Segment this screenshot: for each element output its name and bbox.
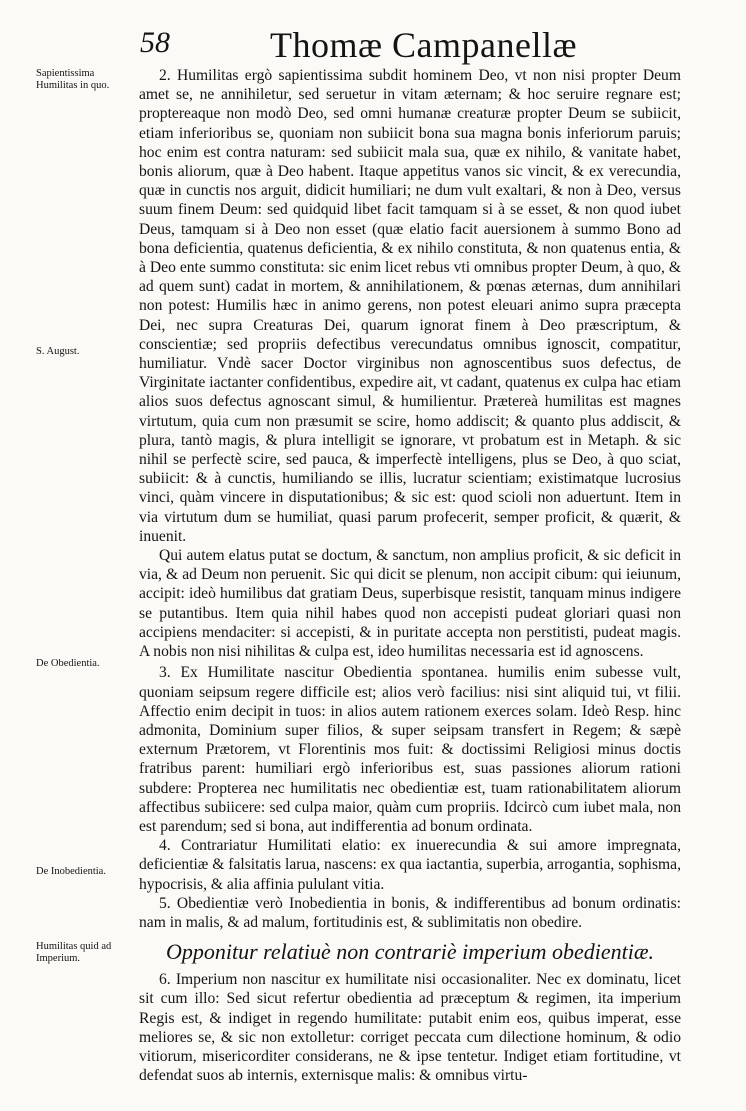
page-number: 58 — [140, 26, 170, 59]
paragraph: Qui autem elatus putat se doctum, & sanctum, non amplius proficit, & sic deficit in via, & ad Deum non peruenit. Sic qui dicit se plenum, non accipit cibum: qui ieiunum, accipit: ideò humilibus dat gratiam Deus, superbisque resistit, tanquam minus indigere se putantibus. Item quia nihil habes quod non accepisti pudeat gloriari quasi non accipiens mendaciter: si accepisti, & in puritate accepta non perstitisti, pudeat magis. A nobis non nisi nihilitas & culpa est, ideo humilitas necessaria est id agnoscens. — [139, 547, 681, 661]
margin-note: S. August. — [36, 346, 80, 357]
paragraph: 2. Humilitas ergò sapientissima subdit hominem Deo, vt non nisi propter Deum amet se, ne annihiletur, sed seruetur in vitam æternam; & hoc seruire regnare est; proptereaque non modò Deo, sed omni humanæ creaturæ propter Deum se subiicit, etiam inferioribus se, quoniam non subiicit bona sua magna bonis inferiorum paruis; hoc enim est contra naturam: sed subiicit mala sua, quæ ex nihilo, & vanitate habet, bonis aliorum, quæ à Deo habent. Itaque appetitus vanos sic vincit, & ex verecundia, quæ in cunctis nos arguit, didicit humiliari; ne dum vult exaltari, & non à Deo, versus suum finem Deum: sed quidquid libet facit tamquam si à se esset, & non quod iubet Deus, tamquam si à Deo non esset (quæ elatio facit auersionem à summo Bono ad bona deficientia, quatenus deficientia, & ex nihilo constituta, & non quatenus entia, & à Deo ente summo constituta: sic enim licet rebus vti omnibus propter Deum, à quo, & ad quem sunt) cadat in mortem, & annihilationem, & pœnas æternas, dum annihilari non potest: Humilis hæc in animo gerens, non potest eleuari animo supra præcepta Dei, nec supra Creaturas Dei, quarum ignorat finem à Deo præscriptum, & conscientiæ; sed propriis defectibus verecundatus omnibus ignoscit, compatitur, humiliatur. Vndè sacer Doctor virginibus non agnoscentibus suos defectus, de Virginitate iactanter confidentibus, expedire ait, vt cadant, quatenus ex culpa hac etiam alios suos defectus agnoscant simul, & humilientur. Prætereà humilitas est magnes virtutum, quia cum non præsumit se scire, homo addiscit; & quanto plus addiscit, & plura, tantò magis, & plura intelligit se ignorare, vt probatum est in Metaph. & sic nihil se perfectè scire, sed pauca, & imperfectè intelligens, plus se Deo, à quo sciat, subiicit: & à cunctis, humiliando se illis, lucratur scientiam; existimatque lucrosius vinci, quàm vincere in disputationibus; & sic est: quod scioli non aduertunt. Item in via virtutum dum se humiliat, quasi parum profecerit, semper proficit, & quærit, & inuenit. — [139, 67, 681, 545]
section-heading: Opponitur relatiuè non contrariè imperium obedientiæ. — [165, 939, 655, 965]
paragraph: 5. Obedientiæ verò Inobedientia in bonis, & indifferentibus ad bonum ordinatis: nam in malis, & ad malum, fortitudinis est, & sublimitatis non obedire. — [139, 894, 681, 931]
body-text — [139, 66, 681, 1085]
margin-note: Humilitas quid ad Imperium. — [36, 941, 112, 964]
running-title: Thomæ Campanellæ — [270, 25, 577, 65]
paragraph: 4. Contrariatur Humilitati elatio: ex inuerecundia & sui amore impregnata, deficientiæ & falsitatis larua, nascens: ex qua iactantia, superbia, arrogantia, sophisma, hypocrisis, & alia affinia pululant vitia. — [139, 837, 681, 893]
paragraph: 3. Ex Humilitate nascitur Obedientia spontanea. humilis enim subesse vult, quoniam seipsum regere difficile est; alios verò facilius: nisi sint aliquid tui, vt filii. Affectio enim decipit in tuos: in alios autem rationem exerces solam. Ideò Resp. hinc admonita, Dominium super filios, & super seipsam transfert in Regem; & sæpè externum Prætorem, vt Florentinis mos fuit: & doctissimi Religiosi minus doctis fratribus parent: humiliari ergò inferioribus est, suas passiones aliorum rationi subdere: Propterea nec humilitatis nec obedientiæ est, tuam rationabilitatem aliorum affectibus subiicere: sed culpa maior, quàm cum propriis. Idcircò cum iubet mala, non est parendum; sed si bona, aut indifferentia ad bonum ordinata. — [139, 664, 681, 835]
paragraph: 6. Imperium non nascitur ex humilitate nisi occasionaliter. Nec ex dominatu, licet sit cum illo: Sed sicut refertur obedientia ad præceptum & regimen, ita imperium Regis est, & indiget in regendo humilitate: putabit enim eos, quibus imperat, esse meliores se, & sic non extolletur: corriget peccata cum dilectione hominum, & odio vitiorum, misericorditer considerans, ne & ipse tentetur. Indiget etiam fortitudine, vt defendat suos ab internis, externisque malis: & omnibus virtu- — [139, 971, 681, 1085]
margin-note: Sapientissima Humilitas in quo. — [36, 68, 110, 91]
margin-note: De Obedientia. — [36, 658, 100, 669]
margin-note: De Inobedientia. — [36, 866, 106, 877]
